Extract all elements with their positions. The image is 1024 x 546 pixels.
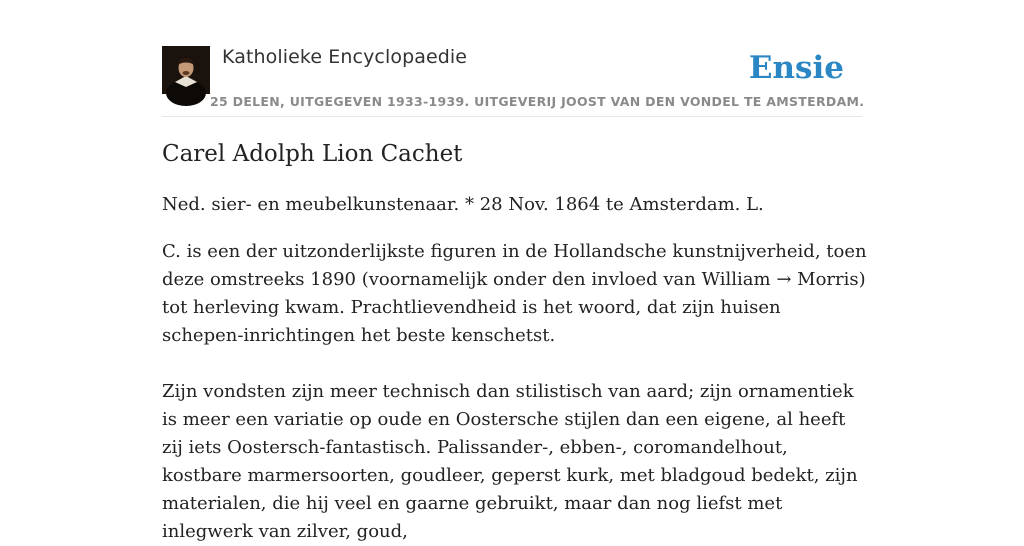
paragraph-text: C. is een der uitzonderlijkste figuren in de Hollandsche kunstnijverheid, toen deze omstreeks 1890 (voornamelijk onder den invloed van William: [162, 241, 867, 290]
article-paragraph: [162, 238, 867, 350]
article: [162, 138, 867, 546]
source-title[interactable]: Katholieke Encyclopaedie: [222, 46, 468, 68]
article-title: Carel Adolph Lion Cachet: [162, 141, 463, 167]
paragraph-text: ) tot herleving kwam. Prachtlievendheid is het woord, dat zijn huisen schepen-inrichtingen het beste kenschetst.: [162, 269, 866, 346]
cross-reference-link[interactable]: → Morris: [776, 269, 859, 290]
article-paragraph: Zijn vondsten zijn meer technisch dan stilistisch van aard; zijn ornamentiek is meer een variatie op oude en Oostersche stijlen dan een eigene, al heeft zij iets Oostersch-fantastisch. Palissander-, ebben-, coromandelhout, kostbare marmersoorten, goudleer, geperst kurk, met bladgoud bedekt, zijn materialen, die hij veel en gaarne gebruikt, maar dan nog liefst met inlegwerk van zilver, goud,: [162, 381, 858, 542]
avatar[interactable]: [162, 46, 210, 94]
source-header: [162, 46, 865, 117]
ensie-logo-link[interactable]: Ensie: [748, 50, 844, 86]
portrait-avatar-icon: [162, 46, 210, 94]
article-lead: Ned. sier- en meubelkunstenaar. * 28 Nov. 1864 te Amsterdam. L.: [162, 194, 764, 215]
source-subtitle: 25 DELEN, UITGEGEVEN 1933-1939. UITGEVERIJ JOOST VAN DEN VONDEL TE AMSTERDAM.: [210, 94, 865, 109]
